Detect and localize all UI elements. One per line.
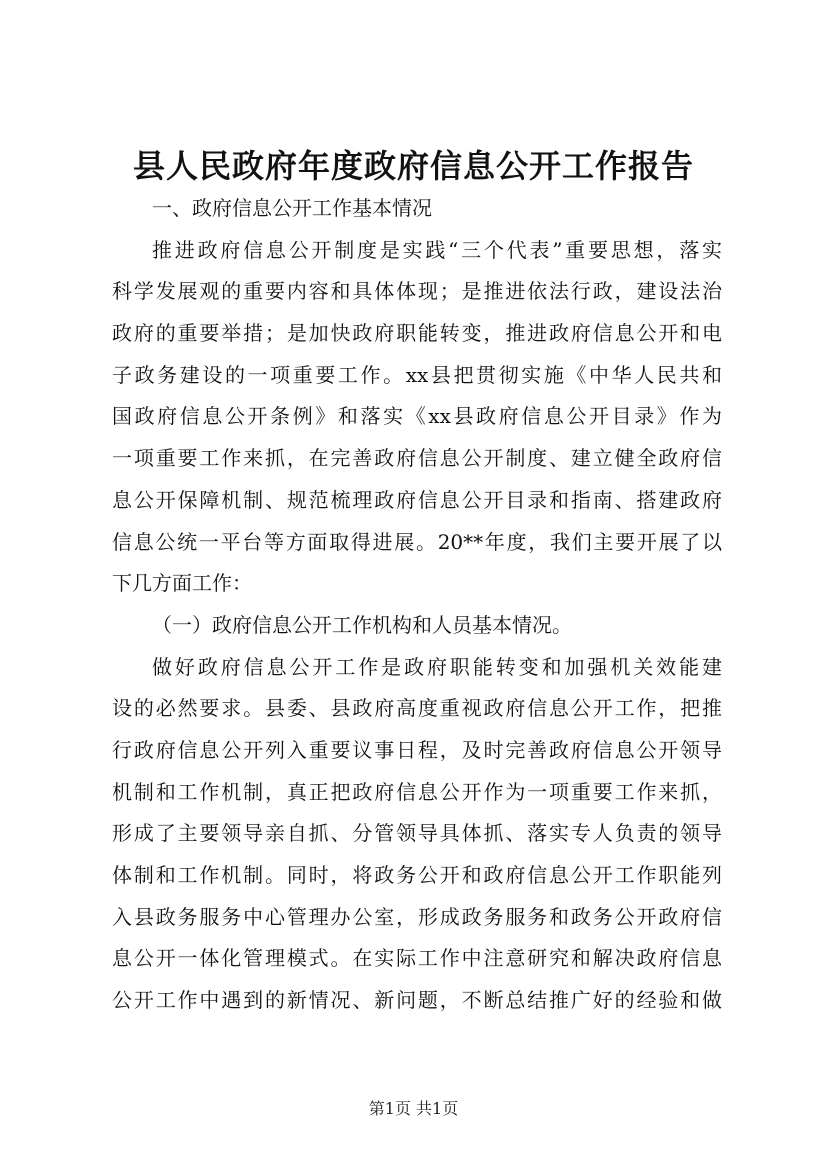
paragraph-line: 子政务建设的一项重要工作。xx县把贯彻实施《中华人民共和: [112, 362, 722, 387]
document-title: 县人民政府年度政府信息公开工作报告: [132, 147, 694, 185]
paragraph-line: 国政府信息公开条例》和落实《xx县政府信息公开目录》作为: [112, 404, 722, 429]
paragraph-line: 息公开一体化管理模式。在实际工作中注意研究和解决政府信息: [112, 946, 722, 971]
paragraph-line: 机制和工作机制，真正把政府信息公开作为一项重要工作来抓，: [112, 779, 722, 804]
paragraph-line: 做好政府信息公开工作是政府职能转变和加强机关效能建: [152, 654, 722, 679]
subsection-heading: （一）政府信息公开工作机构和人员基本情况。: [152, 612, 572, 637]
paragraph-line: 信息公统一平台等方面取得进展。20**年度，我们主要开展了以: [112, 529, 722, 554]
paragraph-line: 下几方面工作：: [112, 571, 252, 596]
paragraph-line: 体制和工作机制。同时，将政务公开和政府信息公开工作职能列: [112, 863, 722, 887]
paragraph-line: 政府的重要举措；是加快政府职能转变，推进政府信息公开和电: [112, 321, 722, 346]
paragraph-line: 行政府信息公开列入重要议事日程，及时完善政府信息公开领导: [112, 737, 722, 762]
paragraph-line: 设的必然要求。县委、县政府高度重视政府信息公开工作，把推: [112, 696, 722, 721]
section-heading: 一、政府信息公开工作基本情况: [152, 196, 432, 220]
paragraph-line: 推进政府信息公开制度是实践“三个代表”重要思想，落实: [152, 237, 722, 262]
page-number: 第1页 共1页: [368, 1099, 459, 1118]
paragraph-line: 入县政务服务中心管理办公室，形成政务服务和政务公开政府信: [112, 904, 722, 929]
paragraph-line: 息公开保障机制、规范梳理政府信息公开目录和指南、搭建政府: [112, 487, 722, 512]
paragraph-line: 科学发展观的重要内容和具体体现；是推进依法行政，建设法治: [112, 279, 722, 304]
paragraph-line: 形成了主要领导亲自抓、分管领导具体抓、落实专人负责的领导: [112, 821, 722, 846]
paragraph-line: 公开工作中遇到的新情况、新问题，不断总结推广好的经验和做: [112, 988, 722, 1013]
document-body: [112, 188, 722, 1022]
paragraph-line: 一项重要工作来抓，在完善政府信息公开制度、建立健全政府信: [112, 446, 722, 471]
